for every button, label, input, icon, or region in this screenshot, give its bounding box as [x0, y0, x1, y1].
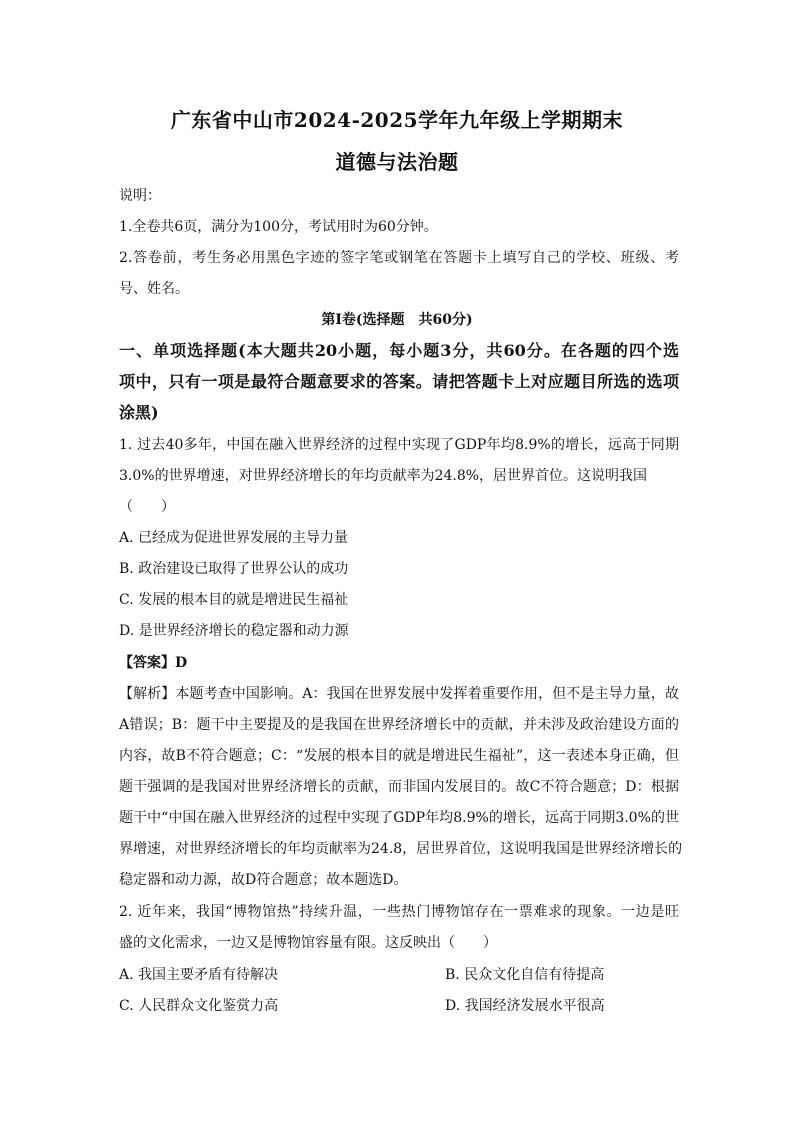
q1-analysis-line-3: 内容，故B不符合题意；C：“发展的根本目的就是增进民生福祉”，这一表述本身正确，但 — [119, 748, 679, 764]
q1-option-a: A. 已经成为促进世界发展的主导力量 — [119, 530, 349, 546]
q2-option-a: A. 我国主要矛盾有待解决 — [119, 967, 279, 983]
instruction-item-2-line-1: 2.答卷前，考生务必用黑色字迹的签字笔或钢笔在答题卡上填写自己的学校、班级、考 — [119, 250, 679, 266]
q1-answer-bracket: （ ） — [119, 499, 175, 515]
part-heading-line-1: 一、单项选择题(本大题共20小题，每小题3分，共60分。在各题的四个选 — [119, 341, 679, 360]
q1-option-b: B. 政治建设已取得了世界公认的成功 — [119, 561, 349, 577]
q1-analysis-line-2: A错误；B：题干中主要提及的是我国在世界经济增长中的贡献，并未涉及政治建设方面的 — [119, 717, 679, 733]
exam-subject-title: 道德与法治题 — [335, 150, 459, 174]
q1-analysis-line-5: 题干中“中国在融入世界经济的过程中实现了GDP年均8.9%的增长，远高于同期3.0%的世 — [119, 810, 679, 826]
q1-option-d: D. 是世界经济增长的稳定器和动力源 — [119, 623, 349, 639]
volume-title: 第Ⅰ卷(选择题 共60分) — [321, 312, 473, 328]
q2-option-b: B. 民众文化自信有待提高 — [445, 967, 605, 983]
q2-option-d: D. 我国经济发展水平很高 — [445, 998, 605, 1014]
q1-option-c: C. 发展的根本目的就是增进民生福祉 — [119, 592, 349, 608]
q1-analysis-line-4: 题干强调的是我国对世界经济增长的贡献，而非国内发展目的。故C不符合题意；D：根据 — [119, 779, 679, 795]
exam-title: 广东省中山市2024-2025学年九年级上学期期末 — [170, 108, 624, 132]
q1-analysis-line-7: 稳定器和动力源，故D符合题意；故本题选D。 — [119, 872, 408, 888]
q1-stem-line-2: 3.0%的世界增速，对世界经济增长的年均贡献率为24.8%，居世界首位。这说明我国 — [119, 468, 648, 484]
instruction-item-1: 1.全卷共6页，满分为100分，考试用时为60分钟。 — [119, 219, 438, 235]
part-heading-line-3: 涂黑) — [119, 403, 159, 422]
instruction-item-2-line-2: 号、姓名。 — [119, 281, 189, 297]
q2-stem-line-2: 盛的文化需求，一边又是博物馆容量有限。这反映出（ ） — [119, 935, 497, 951]
q2-option-c: C. 人民群众文化鉴赏力高 — [119, 998, 279, 1014]
q1-stem-line-1: 1. 过去40多年，中国在融入世界经济的过程中实现了GDP年均8.9%的增长，远高于同期 — [119, 437, 679, 453]
q1-analysis-line-6: 界增速，对世界经济增长的年均贡献率为24.8，居世界首位，这说明我国是世界经济增长的 — [119, 841, 683, 857]
q1-analysis-line-1: 【解析】本题考查中国影响。A：我国在世界发展中发挥着重要作用，但不是主导力量，故 — [119, 686, 679, 702]
q1-answer: 【答案】D — [119, 655, 188, 671]
instructions-heading: 说明： — [119, 188, 161, 204]
q2-stem-line-1: 2. 近年来，我国“博物馆热”持续升温，一些热门博物馆存在一票难求的现象。一边是旺 — [119, 904, 679, 920]
part-heading-line-2: 项中，只有一项是最符合题意要求的答案。请把答题卡上对应题目所选的选项 — [119, 372, 679, 391]
